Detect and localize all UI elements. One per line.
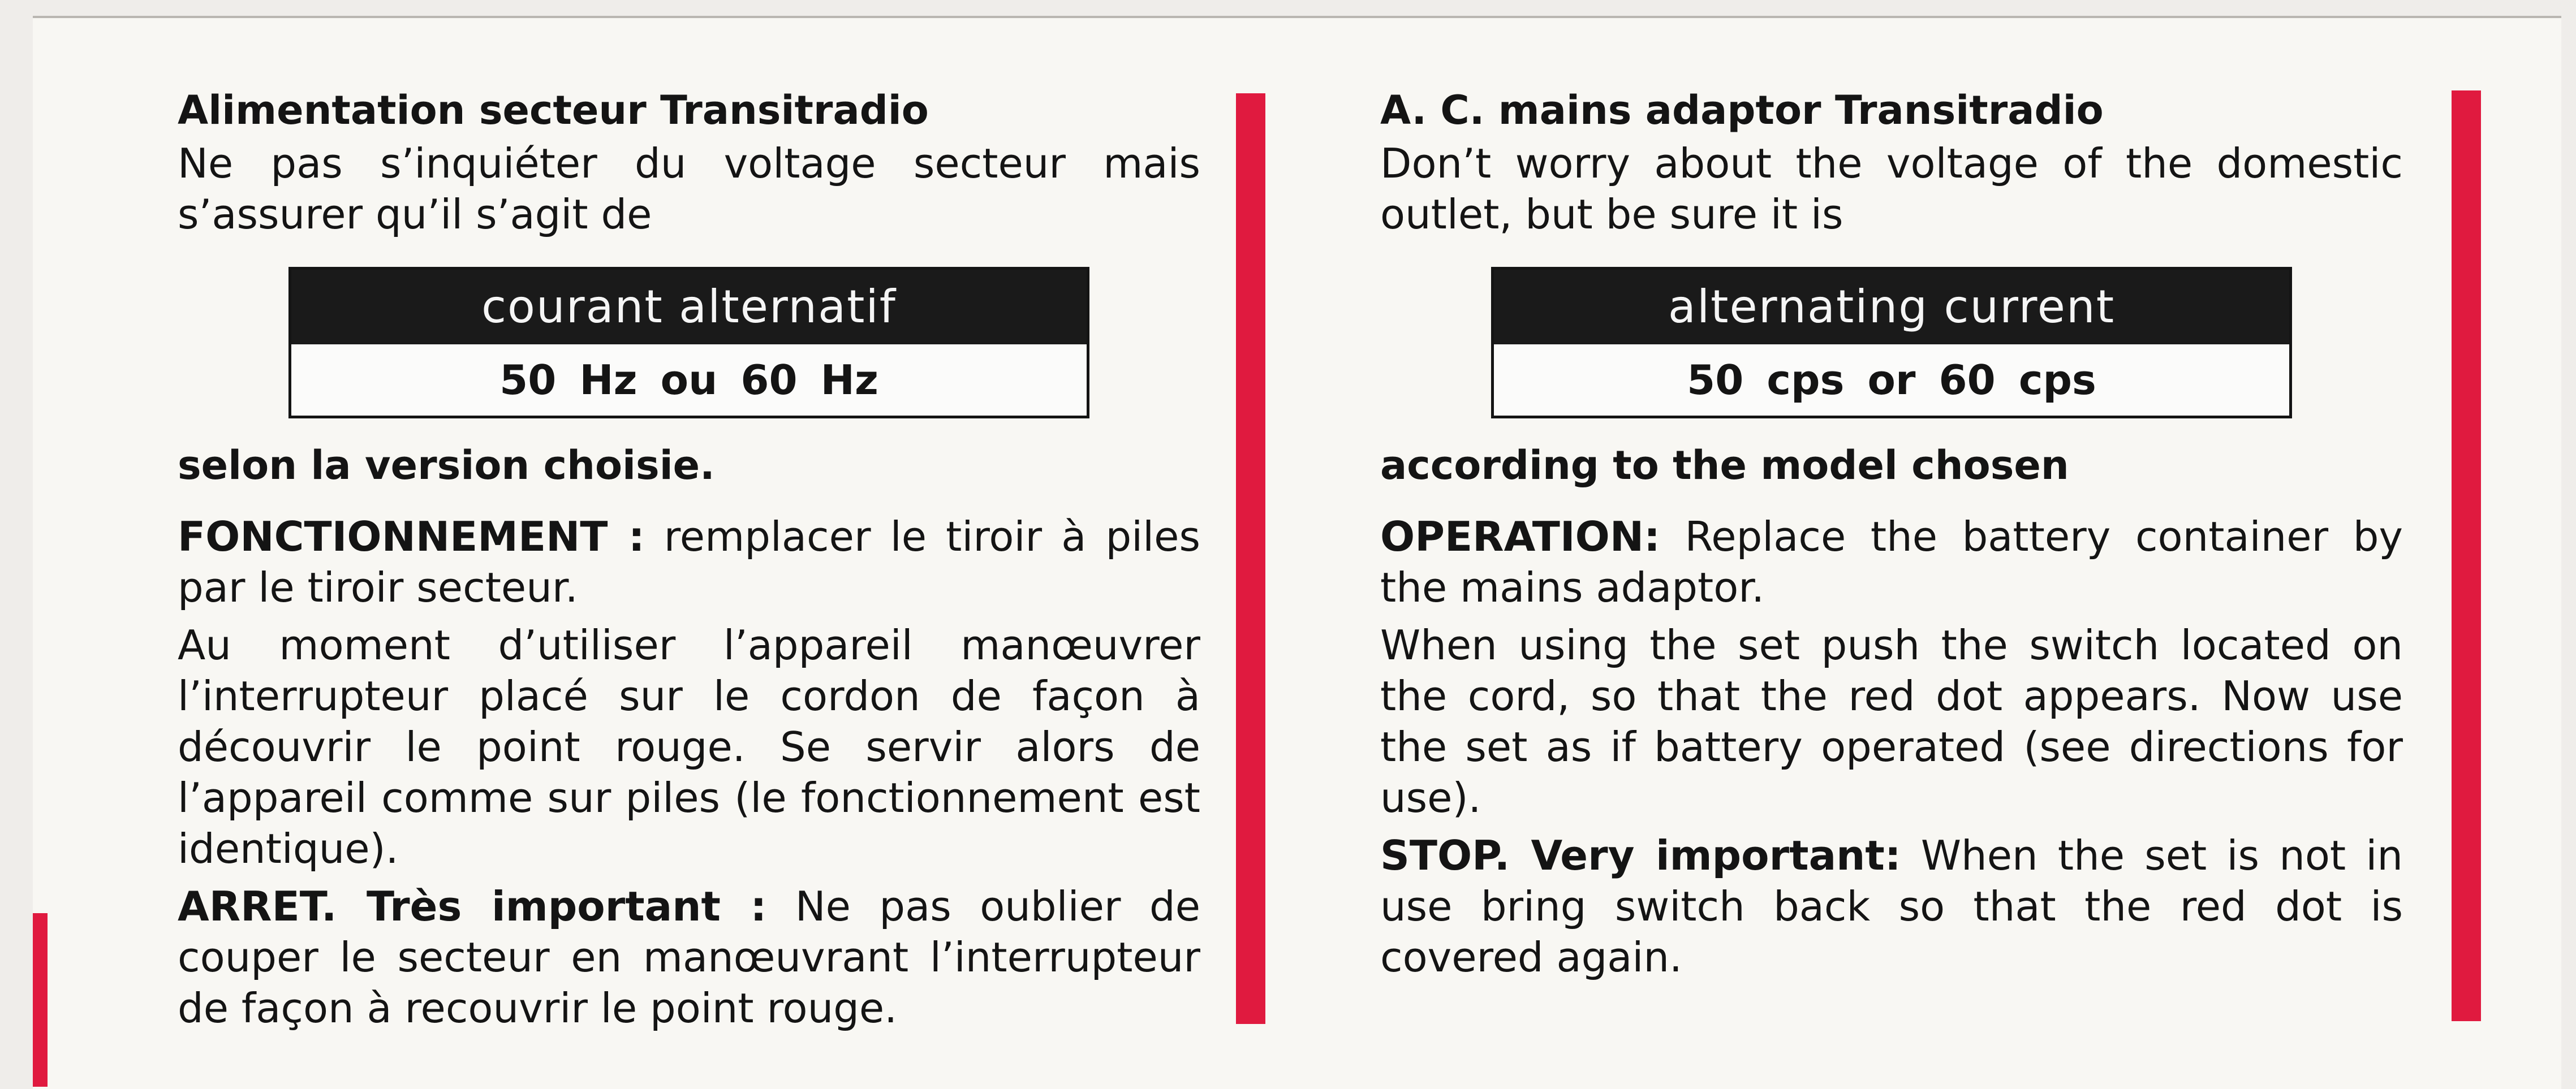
english-box-title: alternating current xyxy=(1494,270,2289,344)
french-operation-paragraph xyxy=(178,511,1200,613)
english-heading: A. C. mains adaptor Transitradio xyxy=(1380,87,2104,133)
french-column xyxy=(178,85,1200,1040)
english-stop-paragraph xyxy=(1380,830,2403,983)
french-intro: Ne pas s’inquiéter du voltage secteur mais s’assurer qu’il s’agit de xyxy=(178,140,1200,238)
french-heading: Alimentation secteur Transitradio xyxy=(178,87,929,133)
english-operation-paragraph xyxy=(1380,511,2403,613)
page-edge-red-strip xyxy=(33,913,48,1087)
english-current-box xyxy=(1491,267,2292,418)
english-after-box: according to the model chosen xyxy=(1380,442,2069,489)
english-intro: Don’t worry about the voltage of the domestic outlet, but be sure it is xyxy=(1380,140,2403,238)
english-box-value: 50 cps or 60 cps xyxy=(1494,344,2289,416)
english-usage-paragraph: When using the set push the switch located on the cord, so that the red dot appears. Now use the set as if battery operated (see directions for use). xyxy=(1380,621,2403,822)
english-operation-lead: OPERATION: xyxy=(1380,513,1660,560)
english-column xyxy=(1380,85,2403,989)
french-stop-paragraph xyxy=(178,881,1200,1034)
french-box-value: 50 Hz ou 60 Hz xyxy=(291,344,1087,416)
english-stop-lead: STOP. Very important: xyxy=(1380,832,1901,879)
french-stop-text: Ne pas oublier de couper le secteur en manœuvrant l’interrupteur de façon à recouvrir le point rouge. xyxy=(178,883,1200,1032)
french-after-box: selon la version choisie. xyxy=(178,442,715,489)
french-operation-text: remplacer le tiroir à piles par le tiroir secteur. xyxy=(178,513,1200,611)
french-stop-lead: ARRET. Très important : xyxy=(178,883,767,930)
red-divider-left xyxy=(1236,93,1265,1024)
english-stop-text: When the set is not in use bring switch back so that the red dot is covered again. xyxy=(1380,832,2403,981)
red-divider-right xyxy=(2452,90,2481,1021)
french-current-box-wrap xyxy=(178,267,1200,418)
french-current-box xyxy=(288,267,1089,418)
french-box-title: courant alternatif xyxy=(291,270,1087,344)
french-operation-lead: FONCTIONNEMENT : xyxy=(178,513,645,560)
english-operation-text: Replace the battery container by the mains adaptor. xyxy=(1380,513,2403,611)
english-current-box-wrap xyxy=(1380,267,2403,418)
french-usage-paragraph: Au moment d’utiliser l’appareil manœuvrer l’interrupteur placé sur le cordon de façon à découvrir le point rouge. Se servir alors de l’appareil comme sur piles (le fonctionnement est identique). xyxy=(178,621,1200,872)
